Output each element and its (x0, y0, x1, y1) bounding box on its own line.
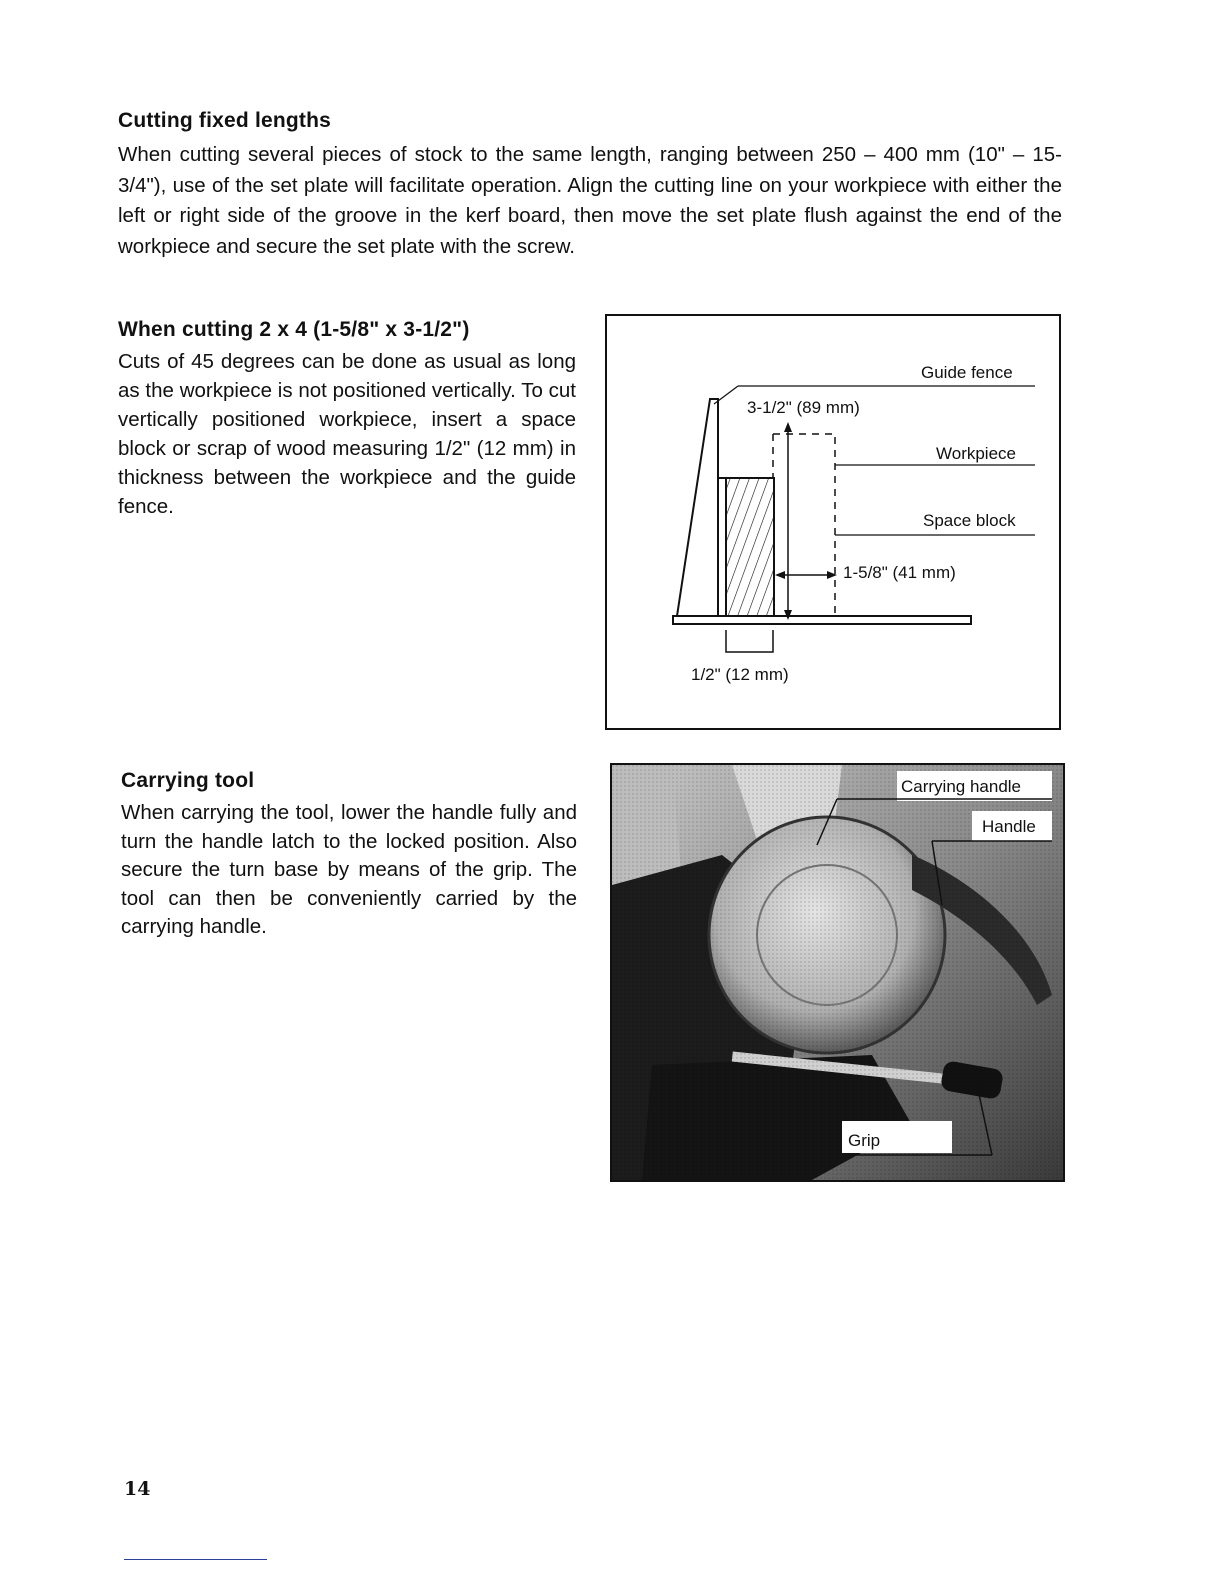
paragraph-cutting-2x4: Cuts of 45 degrees can be done as usual as long as the workpiece is not positioned vertically. To cut vertically positioned workpiece, insert a space block or scrap of wood measuring 1/2" (12 mm) in thickness between the workpiece and the guide fence. (118, 350, 576, 518)
heading-cutting-fixed-lengths: Cutting fixed lengths (118, 109, 332, 132)
label-handle: Handle (982, 817, 1036, 836)
guide-fence-shape (677, 399, 718, 616)
page-number: 14 (124, 1478, 151, 1500)
paragraph-cutting-fixed-lengths: When cutting several pieces of stock to the same length, ranging between 250 – 400 mm (10" – 15-3/4"), use of the set plate will facilitate operation. Align the cutting line on your workpiece with either the left or right side of the groove in the kerf board, then move the set plate flush against the end of the workpiece and secure the set plate with the screw. (118, 143, 1062, 258)
heading-cutting-2x4: When cutting 2 x 4 (1-5/8" x 3-1/2") (118, 318, 470, 341)
label-workpiece: Workpiece (936, 444, 1016, 463)
label-space-block: Space block (923, 511, 1016, 530)
label-dimension-width: 1-5/8" (41 mm) (843, 563, 956, 582)
label-dimension-height: 3-1/2" (89 mm) (747, 398, 860, 417)
space-block-diagram (605, 314, 1061, 730)
base-plate (673, 616, 971, 624)
label-dimension-block: 1/2" (12 mm) (691, 665, 789, 684)
space-block-shape (718, 478, 726, 616)
carrying-tool-photo (610, 763, 1065, 1182)
workpiece-shape (726, 478, 774, 616)
label-grip: Grip (848, 1131, 881, 1150)
footer-rule (124, 1559, 267, 1560)
label-carrying-handle: Carrying handle (901, 777, 1022, 796)
heading-carrying-tool: Carrying tool (121, 769, 255, 792)
label-guide-fence: Guide fence (921, 363, 1013, 382)
paragraph-carrying-tool: When carrying the tool, lower the handle fully and turn the handle latch to the locked position. Also secure the turn base by means of the grip. The tool can then be conveniently carried by the carrying handle. (121, 801, 577, 938)
